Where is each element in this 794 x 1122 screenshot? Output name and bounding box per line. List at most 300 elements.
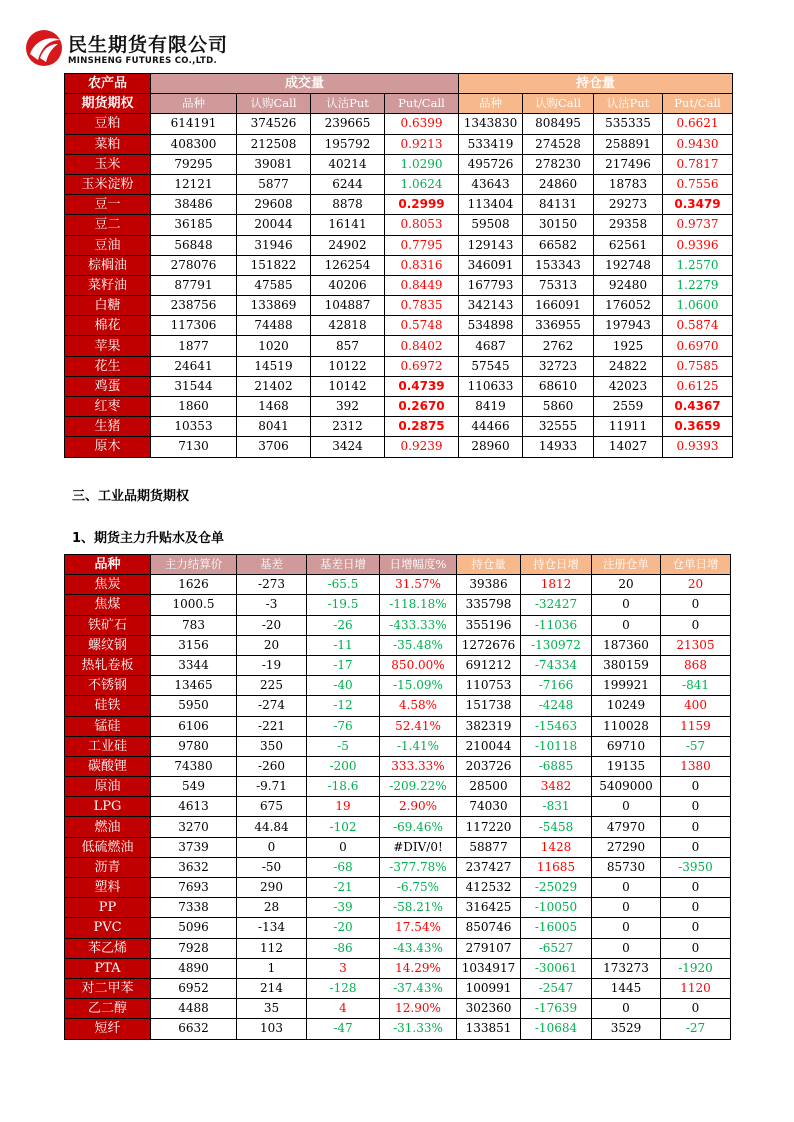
volume-put-call-ratio: 0.7795 [385, 235, 459, 255]
volume-cell: 12121 [151, 174, 237, 194]
company-logo [24, 28, 254, 72]
oi-cell: 217496 [594, 154, 663, 174]
table-cell: 20 [661, 575, 731, 595]
commodity-name: 原木 [65, 437, 151, 457]
volume-cell: 87791 [151, 275, 237, 295]
subheader-cell: 品种 [459, 94, 523, 114]
table-cell: 19135 [592, 756, 661, 776]
table-cell: -200 [307, 756, 380, 776]
group-header-volume: 成交量 [151, 74, 459, 94]
volume-cell: 36185 [151, 215, 237, 235]
table-row [65, 235, 733, 255]
table-cell: 7693 [151, 878, 237, 898]
table-cell: 3482 [521, 777, 592, 797]
table-row [65, 898, 731, 918]
table-cell: 290 [237, 878, 307, 898]
header-cell: 仓单日增 [661, 555, 731, 575]
commodity-name: 菜籽油 [65, 275, 151, 295]
table-cell: 214 [237, 978, 307, 998]
volume-cell: 151822 [237, 255, 311, 275]
commodity-name: 工业硅 [65, 736, 151, 756]
oi-cell: 113404 [459, 195, 523, 215]
oi-cell: 29358 [594, 215, 663, 235]
subheader-cell: 品种 [151, 94, 237, 114]
table-cell: -221 [237, 716, 307, 736]
oi-cell: 32555 [523, 417, 594, 437]
table-cell: 412532 [457, 878, 521, 898]
table-row [65, 756, 731, 776]
oi-cell: 29273 [594, 195, 663, 215]
volume-cell: 6244 [311, 174, 385, 194]
volume-cell: 195792 [311, 134, 385, 154]
table-cell: 35 [237, 999, 307, 1019]
table-cell: 0 [237, 837, 307, 857]
oi-put-call-ratio: 1.2279 [663, 275, 733, 295]
volume-cell: 21402 [237, 376, 311, 396]
table-cell: -6.75% [380, 878, 457, 898]
volume-cell: 857 [311, 336, 385, 356]
commodity-name: 红枣 [65, 397, 151, 417]
table-cell: 5950 [151, 696, 237, 716]
table-cell: 850.00% [380, 655, 457, 675]
oi-put-call-ratio: 0.7556 [663, 174, 733, 194]
oi-cell: 110633 [459, 376, 523, 396]
volume-cell: 31946 [237, 235, 311, 255]
commodity-name: 短纤 [65, 1019, 151, 1039]
table-header-row [65, 74, 733, 94]
table-cell: 20 [592, 575, 661, 595]
table-cell: 5096 [151, 918, 237, 938]
table-cell: -118.18% [380, 595, 457, 615]
table-cell: -40 [307, 676, 380, 696]
table-cell: -274 [237, 696, 307, 716]
table-cell: 19 [307, 797, 380, 817]
oi-cell: 44466 [459, 417, 523, 437]
table-cell: 58877 [457, 837, 521, 857]
company-logo-icon [24, 28, 64, 68]
table-row [65, 417, 733, 437]
table-cell: 100991 [457, 978, 521, 998]
table-cell: 74380 [151, 756, 237, 776]
oi-cell: 2559 [594, 397, 663, 417]
oi-cell: 167793 [459, 275, 523, 295]
oi-put-call-ratio: 1.0600 [663, 296, 733, 316]
table-cell: 868 [661, 655, 731, 675]
table-cell: -260 [237, 756, 307, 776]
oi-put-call-ratio: 0.9737 [663, 215, 733, 235]
commodity-name: PTA [65, 958, 151, 978]
oi-cell: 808495 [523, 114, 594, 134]
table-cell: 400 [661, 696, 731, 716]
company-name-cn: 民生期货有限公司 [68, 34, 229, 56]
volume-cell: 38486 [151, 195, 237, 215]
table-cell: 3529 [592, 1019, 661, 1039]
commodity-name: 焦煤 [65, 595, 151, 615]
table-cell: 203726 [457, 756, 521, 776]
table-cell: 279107 [457, 938, 521, 958]
table-cell: -15.09% [380, 676, 457, 696]
corner-header-top: 农产品 [65, 74, 151, 94]
oi-put-call-ratio: 0.7585 [663, 356, 733, 376]
header-cell: 主力结算价 [151, 555, 237, 575]
company-name-en: MINSHENG FUTURES CO.,LTD. [68, 56, 217, 66]
oi-cell: 176052 [594, 296, 663, 316]
commodity-name: 鸡蛋 [65, 376, 151, 396]
oi-cell: 153343 [523, 255, 594, 275]
table-cell: 4613 [151, 797, 237, 817]
table-cell: #DIV/0! [380, 837, 457, 857]
table-cell: 28500 [457, 777, 521, 797]
table-row [65, 595, 731, 615]
oi-cell: 197943 [594, 316, 663, 336]
oi-cell: 32723 [523, 356, 594, 376]
table-subheader-row [65, 94, 733, 114]
table-cell: 133851 [457, 1019, 521, 1039]
oi-cell: 274528 [523, 134, 594, 154]
table-cell: -10050 [521, 898, 592, 918]
table-cell: 0 [661, 837, 731, 857]
volume-cell: 39081 [237, 154, 311, 174]
table-cell: 333.33% [380, 756, 457, 776]
volume-cell: 408300 [151, 134, 237, 154]
table-cell: -3 [237, 595, 307, 615]
table-cell: 1 [237, 958, 307, 978]
table-cell: -57 [661, 736, 731, 756]
volume-cell: 40214 [311, 154, 385, 174]
volume-put-call-ratio: 0.2670 [385, 397, 459, 417]
table-cell: 0 [661, 817, 731, 837]
table-cell: -18.6 [307, 777, 380, 797]
volume-cell: 42818 [311, 316, 385, 336]
table-cell: 0 [661, 999, 731, 1019]
table-row [65, 296, 733, 316]
table-row [65, 336, 733, 356]
table-cell: 112 [237, 938, 307, 958]
table-cell: -27 [661, 1019, 731, 1039]
subheader-cell: 认沽Put [311, 94, 385, 114]
table-cell: -26 [307, 615, 380, 635]
table-cell: -69.46% [380, 817, 457, 837]
table-cell: 5409000 [592, 777, 661, 797]
table-cell: 0 [661, 918, 731, 938]
table-cell: 11685 [521, 857, 592, 877]
oi-cell: 342143 [459, 296, 523, 316]
oi-cell: 24860 [523, 174, 594, 194]
corner-header-bottom: 期货期权 [65, 94, 151, 114]
oi-cell: 495726 [459, 154, 523, 174]
volume-cell: 20044 [237, 215, 311, 235]
industrial-basis-table [64, 554, 731, 1040]
volume-cell: 126254 [311, 255, 385, 275]
table-row [65, 696, 731, 716]
table-cell: 1272676 [457, 635, 521, 655]
volume-cell: 79295 [151, 154, 237, 174]
table-cell: -5 [307, 736, 380, 756]
table-cell: 0 [592, 797, 661, 817]
oi-put-call-ratio: 0.5874 [663, 316, 733, 336]
table-cell: 783 [151, 615, 237, 635]
volume-cell: 212508 [237, 134, 311, 154]
oi-cell: 84131 [523, 195, 594, 215]
table-cell: 4.58% [380, 696, 457, 716]
table-cell: -58.21% [380, 898, 457, 918]
volume-cell: 47585 [237, 275, 311, 295]
table-cell: 691212 [457, 655, 521, 675]
volume-put-call-ratio: 0.8316 [385, 255, 459, 275]
volume-put-call-ratio: 0.2875 [385, 417, 459, 437]
oi-put-call-ratio: 0.6970 [663, 336, 733, 356]
volume-cell: 104887 [311, 296, 385, 316]
table-row [65, 174, 733, 194]
table-cell: -1920 [661, 958, 731, 978]
oi-cell: 166091 [523, 296, 594, 316]
commodity-name: 棕榈油 [65, 255, 151, 275]
oi-cell: 14027 [594, 437, 663, 457]
table-cell: 52.41% [380, 716, 457, 736]
table-cell: 0 [661, 797, 731, 817]
table-cell: -273 [237, 575, 307, 595]
table-cell: 1812 [521, 575, 592, 595]
volume-cell: 614191 [151, 114, 237, 134]
table-cell: -68 [307, 857, 380, 877]
commodity-name: 玉米淀粉 [65, 174, 151, 194]
table-cell: 103 [237, 1019, 307, 1039]
oi-cell: 346091 [459, 255, 523, 275]
oi-put-call-ratio: 0.3479 [663, 195, 733, 215]
table-cell: 382319 [457, 716, 521, 736]
oi-cell: 14933 [523, 437, 594, 457]
table-cell: 14.29% [380, 958, 457, 978]
table-row [65, 635, 731, 655]
table-cell: 3270 [151, 817, 237, 837]
table-cell: 1120 [661, 978, 731, 998]
table-cell: -17 [307, 655, 380, 675]
table-cell: 117220 [457, 817, 521, 837]
table-row [65, 615, 731, 635]
table-cell: -19 [237, 655, 307, 675]
table-cell: 316425 [457, 898, 521, 918]
table-cell: 4890 [151, 958, 237, 978]
volume-cell: 8041 [237, 417, 311, 437]
header-cell: 持仓日增 [521, 555, 592, 575]
oi-put-call-ratio: 0.9430 [663, 134, 733, 154]
table-cell: 0 [592, 999, 661, 1019]
table-cell: 0 [592, 938, 661, 958]
table-row [65, 918, 731, 938]
commodity-name: 苹果 [65, 336, 151, 356]
table-cell: 3739 [151, 837, 237, 857]
volume-put-call-ratio: 1.0624 [385, 174, 459, 194]
volume-put-call-ratio: 0.2999 [385, 195, 459, 215]
oi-cell: 11911 [594, 417, 663, 437]
table-cell: -17639 [521, 999, 592, 1019]
subheader-cell: 认购Call [523, 94, 594, 114]
table-row [65, 978, 731, 998]
oi-cell: 62561 [594, 235, 663, 255]
table-cell: 10249 [592, 696, 661, 716]
volume-cell: 8878 [311, 195, 385, 215]
oi-cell: 18783 [594, 174, 663, 194]
table-cell: 39386 [457, 575, 521, 595]
table-cell: -47 [307, 1019, 380, 1039]
table-cell: 1428 [521, 837, 592, 857]
agri-options-table [64, 73, 733, 458]
commodity-name: 不锈钢 [65, 676, 151, 696]
table-cell: 0 [592, 615, 661, 635]
table-cell: -6885 [521, 756, 592, 776]
commodity-name: 铁矿石 [65, 615, 151, 635]
commodity-name: 低硫燃油 [65, 837, 151, 857]
table-cell: -76 [307, 716, 380, 736]
table-row [65, 575, 731, 595]
table-row [65, 777, 731, 797]
table-cell: 237427 [457, 857, 521, 877]
table-cell: 3632 [151, 857, 237, 877]
table-cell: -9.71 [237, 777, 307, 797]
table-cell: 1445 [592, 978, 661, 998]
oi-put-call-ratio: 0.4367 [663, 397, 733, 417]
table-cell: 173273 [592, 958, 661, 978]
commodity-name: PVC [65, 918, 151, 938]
commodity-name: 锰硅 [65, 716, 151, 736]
volume-cell: 29608 [237, 195, 311, 215]
header-cell: 基差日增 [307, 555, 380, 575]
oi-cell: 258891 [594, 134, 663, 154]
volume-cell: 7130 [151, 437, 237, 457]
commodity-name: 乙二醇 [65, 999, 151, 1019]
table-cell: 20 [237, 635, 307, 655]
volume-cell: 10142 [311, 376, 385, 396]
oi-put-call-ratio: 0.9393 [663, 437, 733, 457]
commodity-name: 玉米 [65, 154, 151, 174]
table-cell: -65.5 [307, 575, 380, 595]
table-cell: -43.43% [380, 938, 457, 958]
table-cell: 0 [661, 777, 731, 797]
volume-put-call-ratio: 0.7835 [385, 296, 459, 316]
oi-cell: 4687 [459, 336, 523, 356]
commodity-name: 豆一 [65, 195, 151, 215]
table-cell: 0 [661, 595, 731, 615]
table-cell: 6106 [151, 716, 237, 736]
header-cell: 日增幅度% [380, 555, 457, 575]
table-cell: -5458 [521, 817, 592, 837]
oi-cell: 28960 [459, 437, 523, 457]
table-cell: 549 [151, 777, 237, 797]
oi-cell: 75313 [523, 275, 594, 295]
header-cell: 注册仓单 [592, 555, 661, 575]
group-header-open-interest: 持仓量 [459, 74, 733, 94]
table-cell: 380159 [592, 655, 661, 675]
volume-cell: 5877 [237, 174, 311, 194]
oi-cell: 534898 [459, 316, 523, 336]
table-cell: -209.22% [380, 777, 457, 797]
table-cell: 1000.5 [151, 595, 237, 615]
table-cell: -102 [307, 817, 380, 837]
volume-put-call-ratio: 0.8449 [385, 275, 459, 295]
table-cell: 0 [592, 898, 661, 918]
table-cell: 0 [592, 918, 661, 938]
sub-heading: 1、期货主力升贴水及仓单 [72, 531, 225, 546]
table-cell: 225 [237, 676, 307, 696]
subheader-cell: Put/Call [385, 94, 459, 114]
commodity-name: 热轧卷板 [65, 655, 151, 675]
volume-cell: 3706 [237, 437, 311, 457]
table-row [65, 958, 731, 978]
table-row [65, 837, 731, 857]
table-cell: 110753 [457, 676, 521, 696]
table-cell: -35.48% [380, 635, 457, 655]
table-cell: 74030 [457, 797, 521, 817]
table-cell: 1034917 [457, 958, 521, 978]
table-row [65, 797, 731, 817]
commodity-name: 生猪 [65, 417, 151, 437]
table-cell: 1380 [661, 756, 731, 776]
volume-cell: 10122 [311, 356, 385, 376]
table-cell: -2547 [521, 978, 592, 998]
volume-cell: 24902 [311, 235, 385, 255]
table-cell: -74334 [521, 655, 592, 675]
volume-cell: 278076 [151, 255, 237, 275]
oi-cell: 43643 [459, 174, 523, 194]
commodity-name: 焦炭 [65, 575, 151, 595]
oi-cell: 59508 [459, 215, 523, 235]
table-cell: -25029 [521, 878, 592, 898]
table-cell: 0 [592, 595, 661, 615]
table-cell: 0 [661, 938, 731, 958]
table-cell: 2.90% [380, 797, 457, 817]
oi-cell: 535335 [594, 114, 663, 134]
oi-cell: 66582 [523, 235, 594, 255]
volume-cell: 16141 [311, 215, 385, 235]
table-cell: 69710 [592, 736, 661, 756]
commodity-name: 花生 [65, 356, 151, 376]
table-cell: 0 [661, 615, 731, 635]
volume-cell: 133869 [237, 296, 311, 316]
commodity-name: 原油 [65, 777, 151, 797]
table-row [65, 676, 731, 696]
table-cell: -32427 [521, 595, 592, 615]
table-cell: 7928 [151, 938, 237, 958]
table-cell: 355196 [457, 615, 521, 635]
volume-cell: 238756 [151, 296, 237, 316]
table-cell: 110028 [592, 716, 661, 736]
table-row [65, 255, 733, 275]
table-row [65, 938, 731, 958]
oi-put-call-ratio: 0.3659 [663, 417, 733, 437]
table-cell: 210044 [457, 736, 521, 756]
section-heading: 三、工业品期货期权 [72, 489, 190, 504]
volume-cell: 2312 [311, 417, 385, 437]
oi-cell: 8419 [459, 397, 523, 417]
table-cell: 0 [307, 837, 380, 857]
commodity-name: 豆粕 [65, 114, 151, 134]
table-cell: 151738 [457, 696, 521, 716]
table-cell: -4248 [521, 696, 592, 716]
table-cell: -10684 [521, 1019, 592, 1039]
table-cell: -19.5 [307, 595, 380, 615]
table-cell: -831 [521, 797, 592, 817]
oi-cell: 30150 [523, 215, 594, 235]
oi-cell: 24822 [594, 356, 663, 376]
table-cell: -86 [307, 938, 380, 958]
oi-cell: 57545 [459, 356, 523, 376]
table-cell: -20 [237, 615, 307, 635]
oi-cell: 92480 [594, 275, 663, 295]
commodity-name: 燃油 [65, 817, 151, 837]
commodity-name: 沥青 [65, 857, 151, 877]
volume-put-call-ratio: 0.9239 [385, 437, 459, 457]
table-cell: 4488 [151, 999, 237, 1019]
